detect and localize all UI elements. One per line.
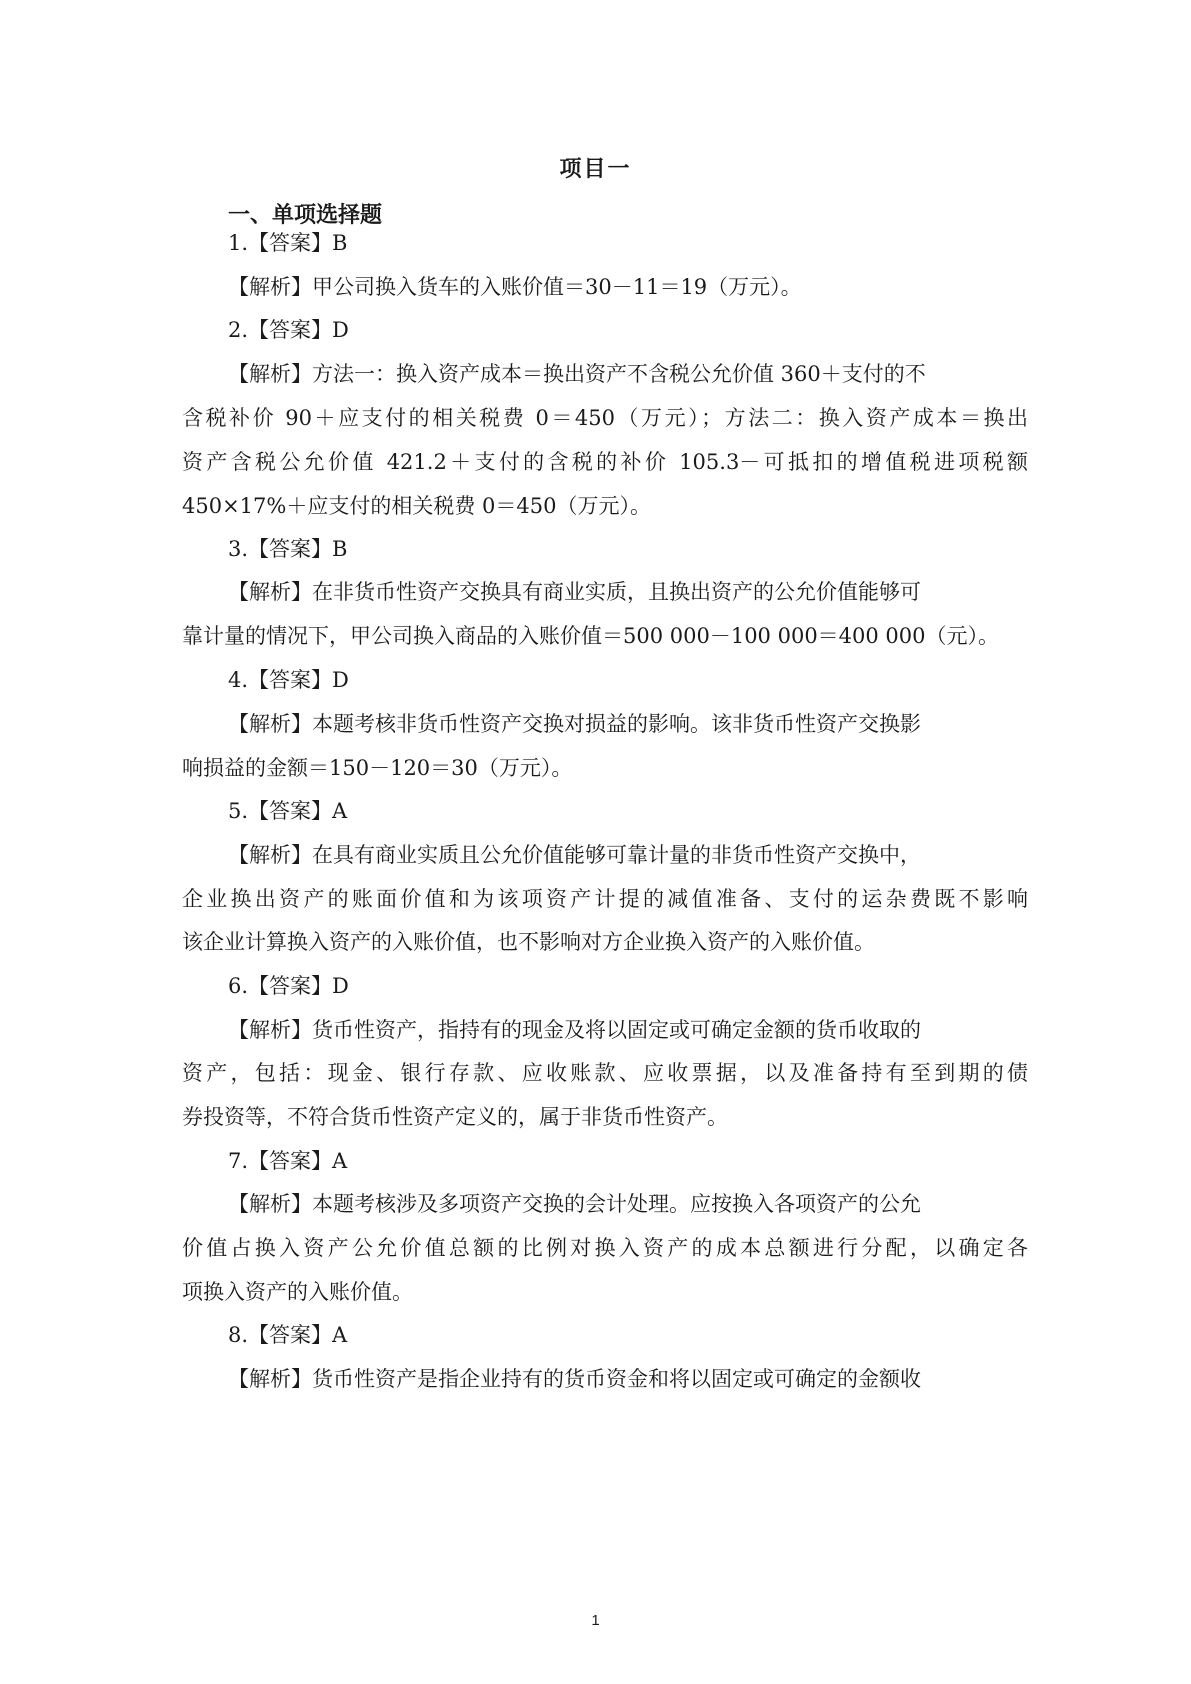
explanation-line: 靠计量的情况下，甲公司换入商品的入账价值＝500 000－100 000＝400 000（元）。 <box>182 624 1000 648</box>
explanation-line: 【解析】本题考核非货币性资产交换对损益的影响。该非货币性资产交换影 <box>228 712 921 736</box>
section-heading: 一、单项选择题 <box>228 203 383 228</box>
explanation-line: 【解析】本题考核涉及多项资产交换的会计处理。应按换入各项资产的公允 <box>228 1192 921 1216</box>
answer-line-4: 4.【答案】D <box>228 668 349 692</box>
explanation-line: 【解析】在非货币性资产交换具有商业实质，且换出资产的公允价值能够可 <box>228 580 921 604</box>
answer-line-5: 5.【答案】A <box>228 799 348 823</box>
explanation-line: 价值占换入资产公允价值总额的比例对换入资产的成本总额进行分配，以确定各 <box>182 1236 1028 1260</box>
explanation-line: 项换入资产的入账价值。 <box>182 1280 413 1304</box>
answer-line-1: 1.【答案】B <box>228 231 348 255</box>
explanation-line: 资产，包括：现金、银行存款、应收账款、应收票据，以及准备持有至到期的债 <box>182 1061 1028 1085</box>
explanation-line: 该企业计算换入资产的入账价值，也不影响对方企业换入资产的入账价值。 <box>182 930 875 954</box>
answer-line-2: 2.【答案】D <box>228 318 349 342</box>
answer-line-8: 8.【答案】A <box>228 1323 348 1347</box>
explanation-line: 【解析】方法一：换入资产成本＝换出资产不含税公允价值 360＋支付的不 <box>228 362 926 386</box>
explanation-line: 含税补价 90＋应支付的相关税费 0＝450（万元）；方法二：换入资产成本＝换出 <box>182 406 1028 430</box>
explanation-line: 券投资等，不符合货币性资产定义的，属于非货币性资产。 <box>182 1105 728 1129</box>
explanation-line: 450×17%＋应支付的相关税费 0＝450（万元）。 <box>182 494 651 518</box>
explanation-line: 【解析】在具有商业实质且公允价值能够可靠计量的非货币性资产交换中， <box>228 843 921 867</box>
answer-line-7: 7.【答案】A <box>228 1149 348 1173</box>
answer-line-6: 6.【答案】D <box>228 974 349 998</box>
explanation-line: 资产含税公允价值 421.2＋支付的含税的补价 105.3－可抵扣的增值税进项税额 <box>182 450 1028 474</box>
page-title: 项目一 <box>559 157 632 182</box>
explanation-line: 【解析】甲公司换入货车的入账价值＝30－11＝19（万元）。 <box>228 275 802 299</box>
explanation-line: 响损益的金额＝150－120＝30（万元）。 <box>182 756 573 780</box>
explanation-line: 企业换出资产的账面价值和为该项资产计提的减值准备、支付的运杂费既不影响 <box>182 887 1028 911</box>
explanation-line: 【解析】货币性资产，指持有的现金及将以固定或可确定金额的货币收取的 <box>228 1018 921 1042</box>
explanation-line: 【解析】货币性资产是指企业持有的货币资金和将以固定或可确定的金额收 <box>228 1367 921 1391</box>
answer-line-3: 3.【答案】B <box>228 537 348 561</box>
page-number: 1 <box>591 1612 600 1629</box>
